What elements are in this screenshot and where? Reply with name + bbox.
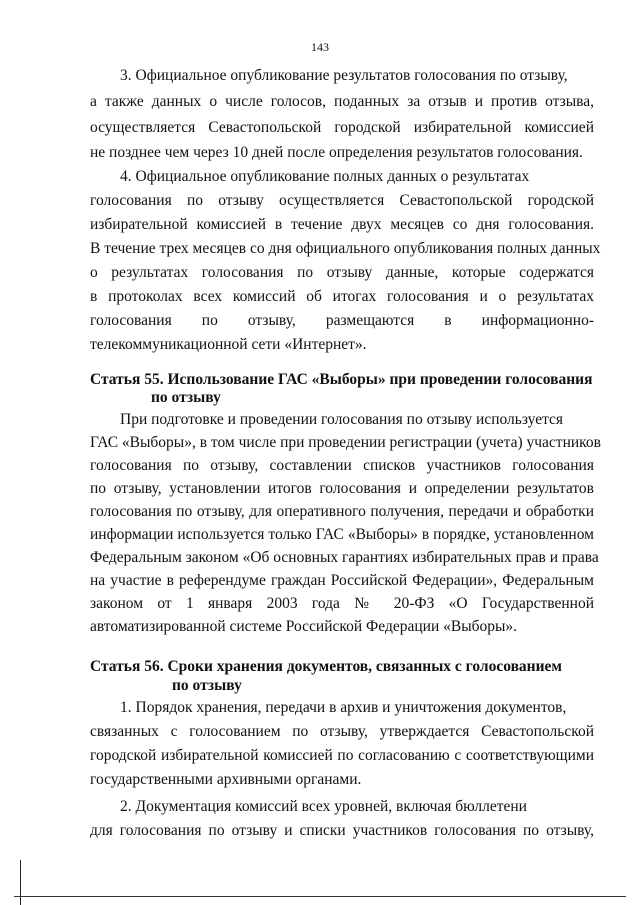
paragraph-line: При подготовке и проведении голосования по отзыву используется — [120, 411, 564, 428]
paragraph-line: 2. Документация комиссий всех уровней, включая бюллетени — [120, 798, 527, 815]
paragraph-line: ГАС «Выборы», в том числе при проведении регистрации (учета) участников — [90, 434, 601, 451]
paragraph-line: В течение трех месяцев со дня официального опубликования полных данных — [90, 240, 601, 257]
paragraph-line: голосования по отзыву, для оперативного получения, передачи и обработки — [90, 503, 594, 520]
paragraph-line: избирательной комиссией в течение двух месяцев со дня голосования. — [90, 216, 594, 233]
paragraph-line: автоматизированной системе Российской Федерации «Выборы». — [90, 618, 518, 635]
paragraph-line: по отзыву, установлении итогов голосования и определении результатов — [90, 480, 594, 497]
paragraph-line: государственными архивными органами. — [90, 771, 362, 788]
paragraph-line: связанных с голосованием по отзыву, утверждается Севастопольской — [90, 723, 594, 740]
paragraph-line: голосования по отзыву, размещаются в информационно- — [90, 312, 594, 329]
paragraph-line: 3. Официальное опубликование результатов голосования по отзыву, — [120, 67, 568, 84]
article-heading: Статья 55. Использование ГАС «Выборы» при проведении голосования — [90, 371, 593, 388]
paragraph-line: на участие в референдуме граждан Российской Федерации», Федеральным — [90, 572, 594, 589]
article-heading: Статья 56. Сроки хранения документов, связанных с голосованием — [90, 658, 562, 675]
paragraph-line: о результатах голосования по отзыву данные, которые содержатся — [90, 264, 594, 281]
paragraph-line: в протоколах всех комиссий об итогах голосования и о результатах — [90, 288, 594, 305]
paragraph-line: а также данных о числе голосов, поданных за отзыв и против отзыва, — [90, 93, 594, 110]
paragraph-line: городской избирательной комиссией по согласованию с соответствующими — [90, 747, 594, 764]
paragraph-line: Федеральным законом «Об основных гарантиях избирательных прав и права — [90, 549, 599, 566]
article-heading-continuation: по отзыву — [151, 389, 221, 406]
scan-edge-left — [20, 860, 21, 905]
paragraph-line: 4. Официальное опубликование полных данных о результатах — [120, 168, 530, 185]
scan-edge-bottom — [14, 896, 626, 897]
paragraph-line: информации используется только ГАС «Выборы» в порядке, установленном — [90, 526, 594, 543]
paragraph-line: законом от 1 января 2003 года № 20-ФЗ «О Государственной — [90, 595, 594, 612]
paragraph-line: для голосования по отзыву и списки участников голосования по отзыву, — [90, 822, 594, 839]
article-heading-continuation: по отзыву — [172, 677, 242, 694]
paragraph-line: голосования по отзыву, составлении списков участников голосования — [90, 457, 594, 474]
paragraph-line: не позднее чем через 10 дней после определения результатов голосования. — [90, 144, 583, 161]
paragraph-line: голосования по отзыву осуществляется Севастопольской городской — [90, 192, 594, 209]
paragraph-line: 1. Порядок хранения, передачи в архив и уничтожения документов, — [120, 699, 567, 716]
paragraph-line: осуществляется Севастопольской городской избирательной комиссией — [90, 119, 594, 136]
paragraph-line: телекоммуникационной сети «Интернет». — [90, 336, 367, 353]
page-number: 143 — [311, 40, 329, 54]
